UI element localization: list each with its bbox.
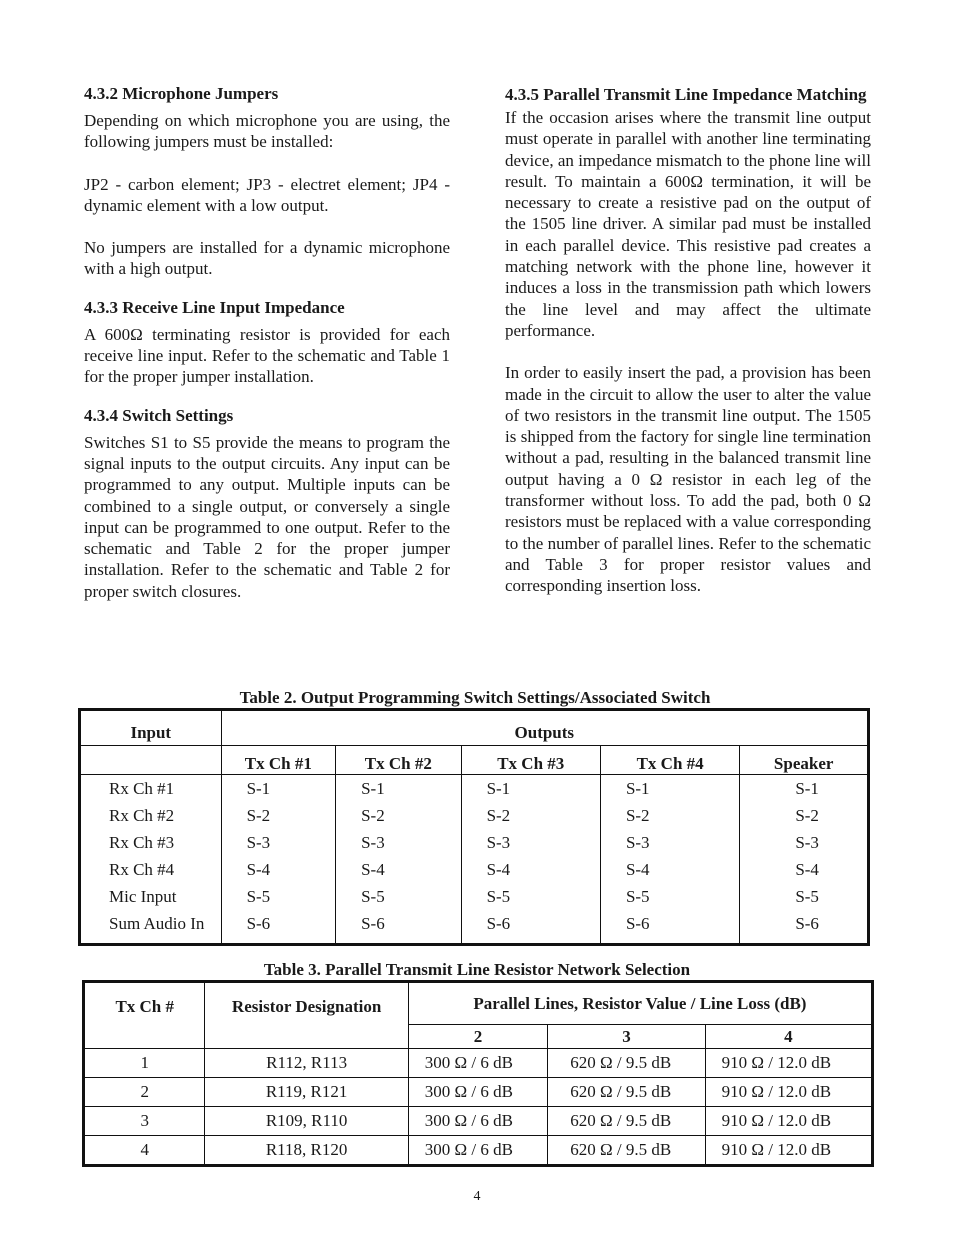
input-header: Input — [80, 710, 222, 746]
column-header: Speaker — [740, 746, 869, 775]
table-cell: S-2 — [600, 802, 739, 829]
value-cell: 620 Ω / 9.5 dB — [548, 1078, 705, 1107]
row-label: Rx Ch #3 — [80, 829, 222, 856]
line-count-header: 3 — [548, 1025, 705, 1049]
table-cell: S-2 — [221, 802, 336, 829]
empty-header-cell — [80, 746, 222, 775]
table-row — [80, 775, 869, 803]
table-cell: S-6 — [336, 910, 461, 945]
table-cell: S-5 — [336, 883, 461, 910]
table-row — [80, 802, 869, 829]
resistor-network-table — [82, 980, 874, 1167]
table-row — [84, 1107, 873, 1136]
table-cell: S-1 — [221, 775, 336, 803]
switch-settings-table — [78, 708, 870, 946]
outputs-header: Outputs — [221, 710, 868, 746]
channel-cell: 1 — [84, 1049, 205, 1078]
table-cell: S-4 — [336, 856, 461, 883]
section-heading-parallel-transmit: 4.3.5 Parallel Transmit Line Impedance Matching — [505, 85, 867, 104]
column-header: Tx Ch #4 — [600, 746, 739, 775]
table-cell: S-6 — [461, 910, 600, 945]
paragraph: No jumpers are installed for a dynamic microphone with a high output. — [84, 238, 450, 279]
section-heading-microphone-jumpers: 4.3.2 Microphone Jumpers — [84, 84, 279, 103]
parallel-lines-header: Parallel Lines, Resistor Value / Line Loss (dB) — [408, 982, 872, 1025]
table-cell: S-3 — [600, 829, 739, 856]
right-column — [505, 82, 871, 597]
table-cell: S-3 — [336, 829, 461, 856]
table-cell: S-6 — [221, 910, 336, 945]
value-cell: 910 Ω / 12.0 dB — [705, 1078, 872, 1107]
row-label: Rx Ch #4 — [80, 856, 222, 883]
paragraph: Switches S1 to S5 provide the means to program the signal inputs to the output circuits. Any input can be programmed to any output. Multiple inputs can be combined to a single output, or conversely a single input can be programmed to one output. Refer to the schematic and Table 2 for the proper jumper installation. Refer to the schematic and Table 2 for proper switch closures. — [84, 432, 450, 601]
table-row — [80, 883, 869, 910]
line-count-header: 4 — [705, 1025, 872, 1049]
designation-header: Resistor Designation — [205, 982, 408, 1049]
value-cell: 620 Ω / 9.5 dB — [548, 1049, 705, 1078]
designation-cell: R119, R121 — [205, 1078, 408, 1107]
table-cell: S-6 — [600, 910, 739, 945]
table-cell: S-1 — [336, 775, 461, 803]
paragraph: In order to easily insert the pad, a provision has been made in the circuit to allow the user to alter the value of two resistors in the transmit line output. The 1505 is shipped from the factory for single line termination without a pad, resulting in the balanced transmit line output having a 0 Ω resistor in each leg of the transformer without loss. To add the pad, both 0 Ω resistors must be replaced with a value corresponding to the number of parallel lines. Refer to the schematic and Table 3 for proper resistor values and corresponding insertion loss. — [505, 363, 871, 596]
paragraph: A 600Ω terminating resistor is provided for each receive line input. Refer to the schematic and Table 1 for the proper jumper installation. — [84, 324, 450, 387]
table-cell: S-5 — [740, 883, 869, 910]
value-cell: 620 Ω / 9.5 dB — [548, 1136, 705, 1166]
table-cell: S-4 — [461, 856, 600, 883]
designation-cell: R118, R120 — [205, 1136, 408, 1166]
value-cell: 910 Ω / 12.0 dB — [705, 1049, 872, 1078]
table-cell: S-4 — [221, 856, 336, 883]
table-row — [84, 1078, 873, 1107]
table-cell: S-4 — [600, 856, 739, 883]
row-label: Mic Input — [80, 883, 222, 910]
table-row — [80, 856, 869, 883]
table-cell: S-3 — [740, 829, 869, 856]
table3-caption: Table 3. Parallel Transmit Line Resistor Network Selection — [263, 960, 691, 979]
channel-cell: 3 — [84, 1107, 205, 1136]
line-count-header: 2 — [408, 1025, 547, 1049]
table-row — [80, 829, 869, 856]
designation-cell: R109, R110 — [205, 1107, 408, 1136]
table-cell: S-4 — [740, 856, 869, 883]
table-cell: S-2 — [336, 802, 461, 829]
value-cell: 300 Ω / 6 dB — [408, 1136, 547, 1166]
page-number: 4 — [473, 1189, 481, 1204]
value-cell: 300 Ω / 6 dB — [408, 1107, 547, 1136]
paragraph: JP2 - carbon element; JP3 - electret element; JP4 - dynamic element with a low output. — [84, 174, 450, 215]
value-cell: 620 Ω / 9.5 dB — [548, 1107, 705, 1136]
table-cell: S-1 — [600, 775, 739, 803]
row-label: Rx Ch #1 — [80, 775, 222, 803]
column-header: Tx Ch #3 — [461, 746, 600, 775]
left-column — [84, 82, 450, 602]
row-label: Rx Ch #2 — [80, 802, 222, 829]
value-cell: 910 Ω / 12.0 dB — [705, 1136, 872, 1166]
paragraph: Depending on which microphone you are using, the following jumpers must be installed: — [84, 111, 450, 152]
value-cell: 300 Ω / 6 dB — [408, 1078, 547, 1107]
txch-header: Tx Ch # — [84, 982, 205, 1049]
designation-cell: R112, R113 — [205, 1049, 408, 1078]
value-cell: 910 Ω / 12.0 dB — [705, 1107, 872, 1136]
table-row — [84, 1136, 873, 1166]
table-row — [84, 1049, 873, 1078]
column-header: Tx Ch #1 — [221, 746, 336, 775]
table-cell: S-1 — [461, 775, 600, 803]
channel-cell: 2 — [84, 1078, 205, 1107]
table-cell: S-1 — [740, 775, 869, 803]
row-label: Sum Audio In — [80, 910, 222, 945]
table-cell: S-6 — [740, 910, 869, 945]
channel-cell: 4 — [84, 1136, 205, 1166]
table2-caption: Table 2. Output Programming Switch Settings/Associated Switch — [239, 688, 711, 707]
table-cell: S-2 — [740, 802, 869, 829]
section-heading-receive-line: 4.3.3 Receive Line Input Impedance — [84, 297, 345, 317]
table-cell: S-5 — [600, 883, 739, 910]
table-cell: S-5 — [221, 883, 336, 910]
table-cell: S-3 — [221, 829, 336, 856]
table-row — [80, 910, 869, 945]
value-cell: 300 Ω / 6 dB — [408, 1049, 547, 1078]
table-cell: S-3 — [461, 829, 600, 856]
paragraph: If the occasion arises where the transmit line output must operate in parallel with another line terminating device, an impedance mismatch to the phone line will result. To maintain a 600Ω termination, it will be necessary to create a resistive pad on the output of the 1505 line driver. A similar pad must be installed in each parallel device. This resistive pad creates a matching network with the phone line, however it induces a loss in the transmission path which lowers the line level and may affect the ultimate performance. — [505, 108, 871, 340]
column-header: Tx Ch #2 — [336, 746, 461, 775]
table-cell: S-2 — [461, 802, 600, 829]
table-cell: S-5 — [461, 883, 600, 910]
section-heading-switch-settings: 4.3.4 Switch Settings — [84, 405, 234, 425]
